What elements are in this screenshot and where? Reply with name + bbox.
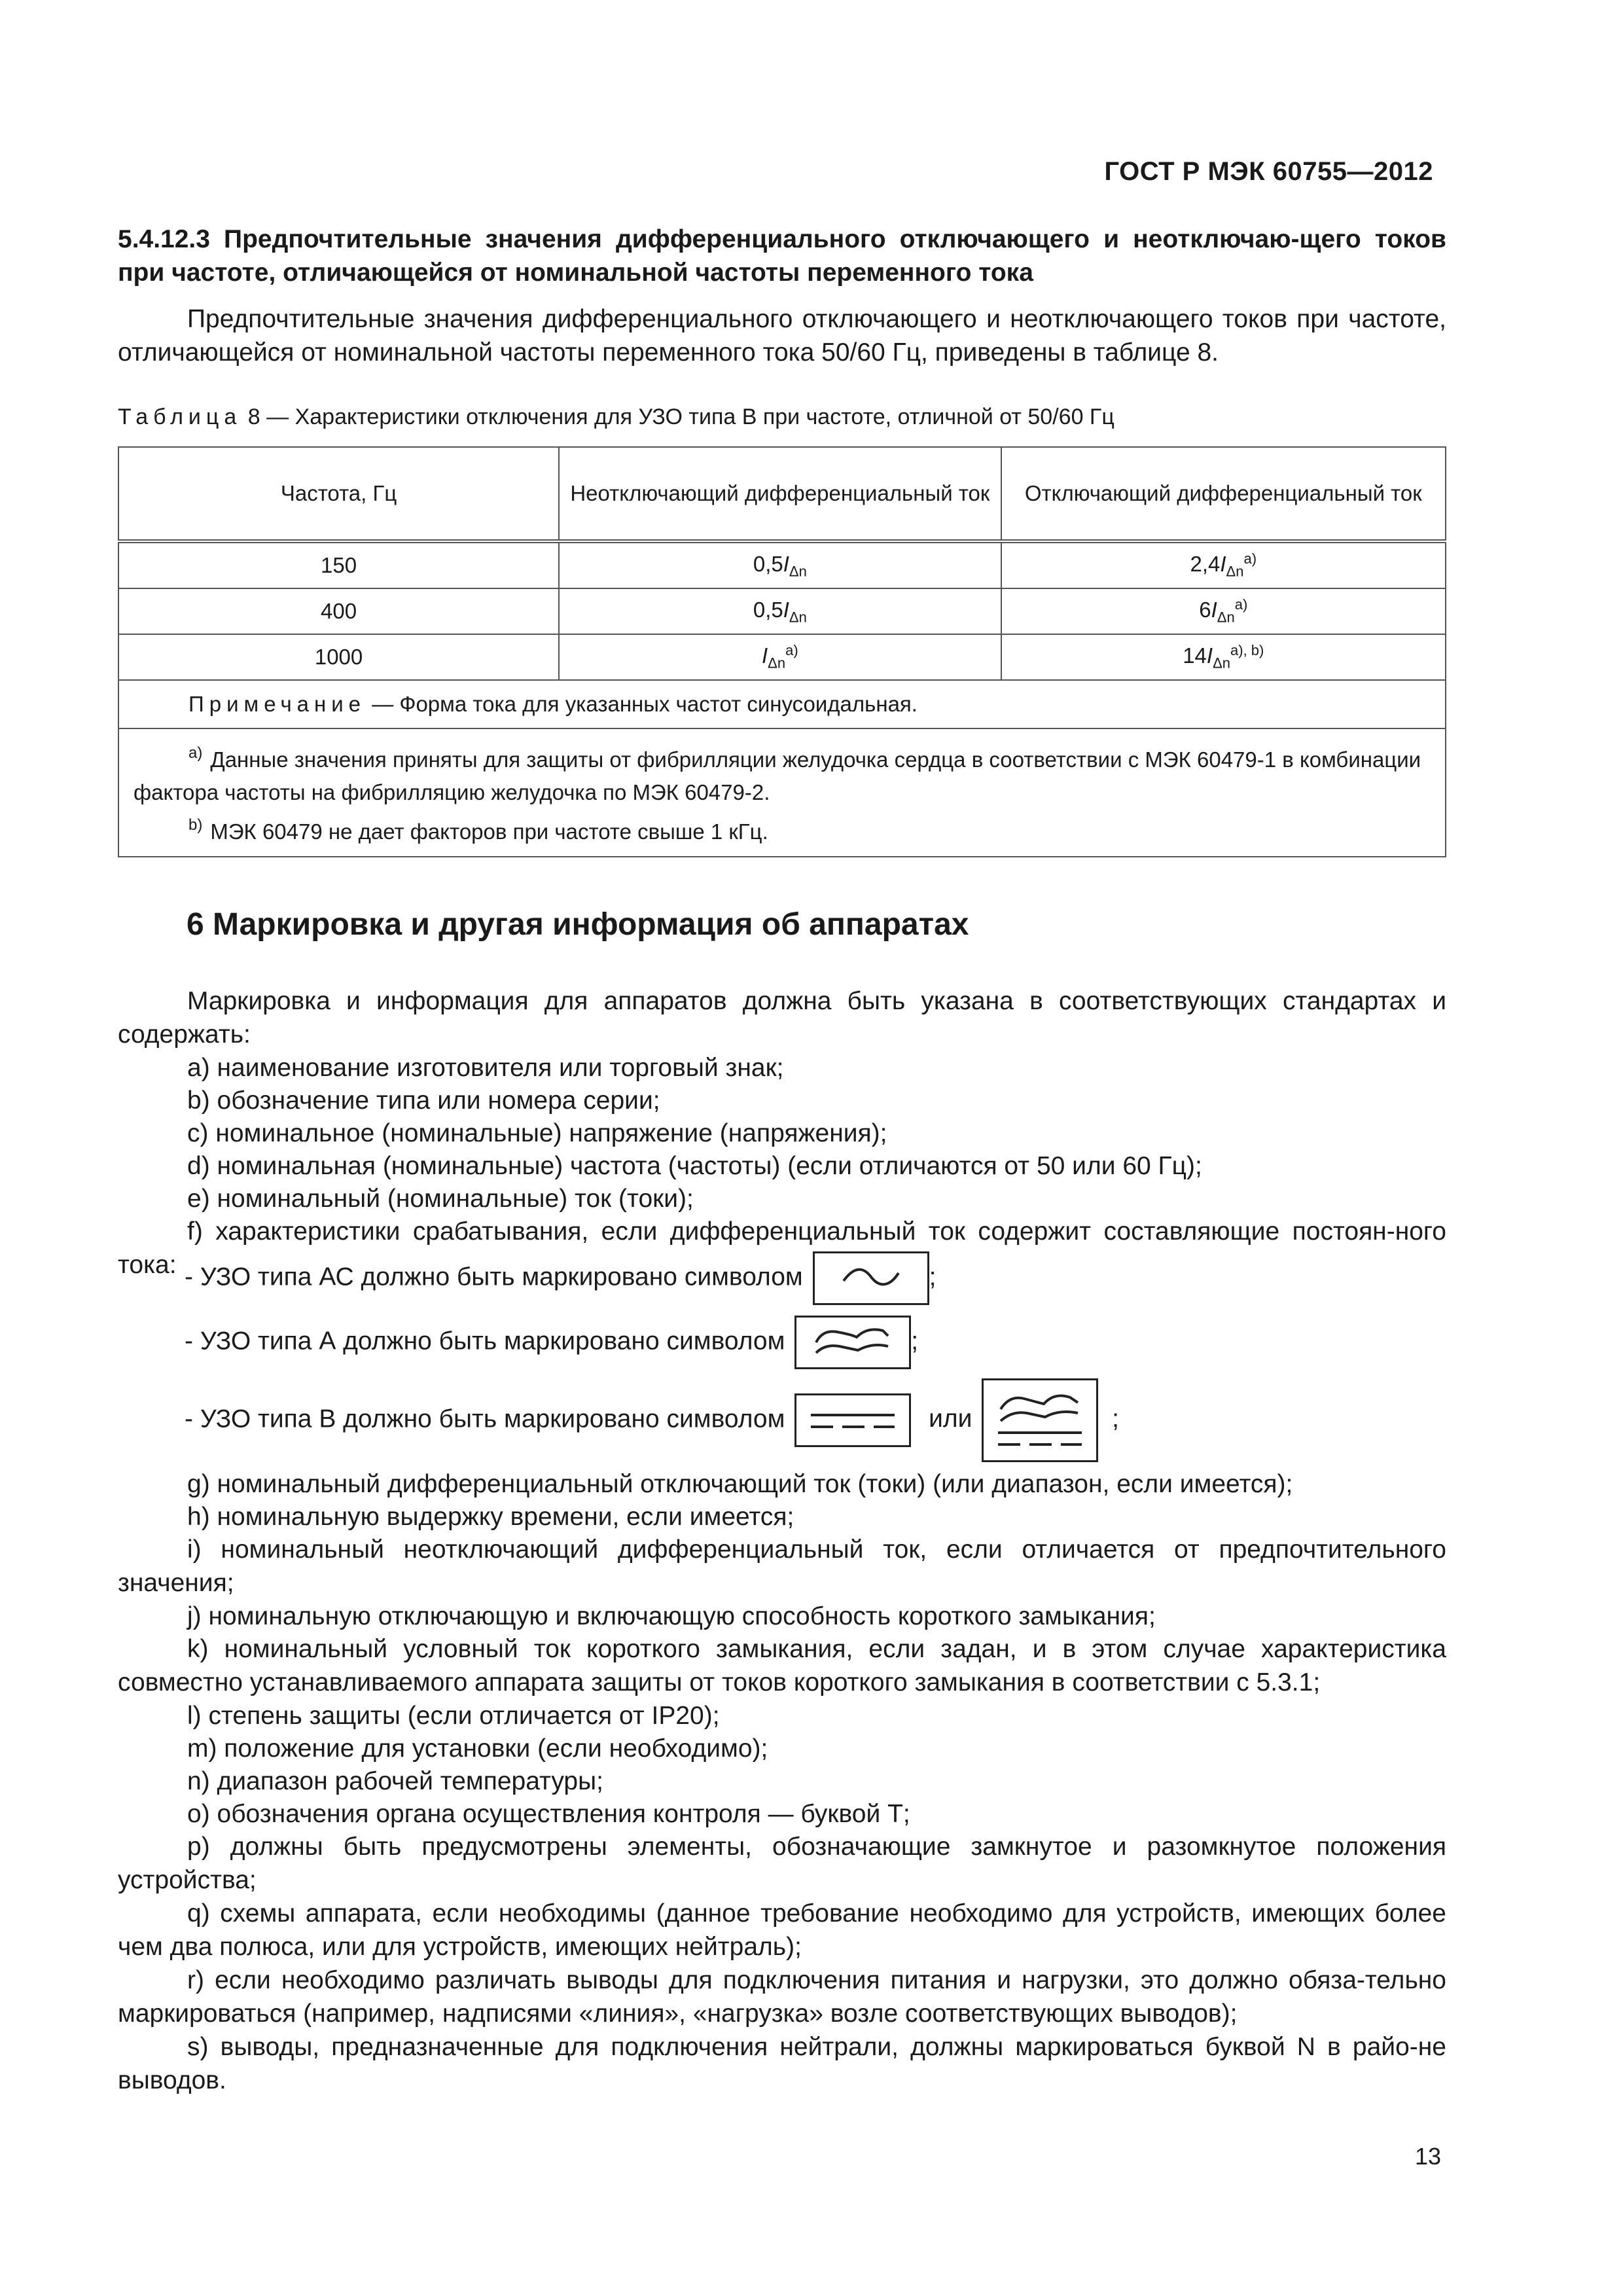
list-item-k: k) номинальный условный ток короткого замыкания, если задан, и в этом случае характеристика совместно устанавливаемого аппарата защиты от токов короткого замыкания в соответствии с 5.3.1; <box>118 1635 1446 1696</box>
list-item-c: c) номинальное (номинальные) напряжение (напряжения); <box>187 1119 887 1147</box>
rcd-b-line: - УЗО типа В должно быть маркировано символом или ; <box>185 1378 1428 1450</box>
list-item-b: b) обозначение типа или номера серии; <box>187 1086 660 1115</box>
table-cell-freq: 400 <box>118 588 559 634</box>
table-row <box>118 541 1446 588</box>
list-item-n: n) диапазон рабочей температуры; <box>187 1767 603 1795</box>
list-item-m: m) положение для установки (если необходимо); <box>187 1734 768 1763</box>
document-header: ГОСТ Р МЭК 60755—2012 <box>1104 157 1433 186</box>
list-item-l: l) степень защиты (если отличается от IP20); <box>187 1702 720 1730</box>
table-cell-freq: 1000 <box>118 634 559 680</box>
table-note-label: Примечание <box>188 692 366 716</box>
list-item-d: d) номинальная (номинальные) частота (частоты) (если отличаются от 50 или 60 Гц); <box>187 1152 1202 1180</box>
a-type-symbol-icon <box>794 1316 911 1369</box>
table-header-cell: Частота, Гц <box>118 447 559 541</box>
footnote-b-text: МЭК 60479 не дает факторов при частоте свыше 1 кГц. <box>210 819 768 844</box>
table-caption-label: Таблица <box>118 404 242 429</box>
table-cell-trip: $2,4I_{\Delta n}^{a)}$ <box>1001 541 1446 588</box>
table-cell-non-trip: $0,5I_{\Delta n}$ <box>559 588 1001 634</box>
or-word: или <box>929 1405 972 1433</box>
ac-symbol-icon <box>813 1251 929 1305</box>
list-item-o: o) обозначения органа осуществления контроля — буквой Т; <box>187 1800 910 1828</box>
table-header-cell: Отключающий дифференциальный ток <box>1001 447 1446 541</box>
section-heading-5-4-12-3: 5.4.12.3 Предпочтительные значения дифференциального отключающего и неотключаю-щего токов при частоте, отличающейся от номинальной частоты переменного тока <box>118 225 1446 287</box>
table-caption-text: 8 — Характеристики отключения для УЗО типа В при частоте, отличной от 50/60 Гц <box>247 404 1115 429</box>
rcd-ac-line: - УЗО типа АС должно быть маркировано символом ; <box>185 1251 1363 1304</box>
table-row <box>118 588 1446 634</box>
b-type-symbol-1-icon <box>794 1393 911 1447</box>
rcd-b-text: - УЗО типа В должно быть маркировано символом <box>185 1405 785 1433</box>
rcd-a-line: - УЗО типа А должно быть маркировано символом ; <box>185 1316 1363 1368</box>
list-item-r: r) если необходимо различать выводы для подключения питания и нагрузки, это должно обяза-тельно маркироваться (например, надписями «линия», «нагрузка» возле соответствующих выводов); <box>118 1966 1446 2028</box>
page-number: 13 <box>1414 2143 1441 2170</box>
table-footnotes-row <box>118 728 1446 857</box>
table-note-text: — Форма тока для указанных частот синусоидальная. <box>372 692 918 716</box>
list-item-e: e) номинальный (номинальные) ток (токи); <box>187 1185 694 1213</box>
list-item-i: i) номинальный неотключающий дифференциальный ток, если отличается от предпочтительного значения; <box>118 1535 1446 1597</box>
list-item-g: g) номинальный дифференциальный отключающий ток (токи) (или диапазон, если имеется); <box>187 1470 1293 1498</box>
table-cell-non-trip: $0,5I_{\Delta n}$ <box>559 541 1001 588</box>
list-item-p: p) должны быть предусмотрены элементы, обозначающие замкнутое и разомкнутое положения устройства; <box>118 1833 1446 1894</box>
list-item-f: f) характеристики срабатывания, если дифференциальный ток содержит составляющие постоян-ного тока: <box>118 1217 1446 1279</box>
section-text-5-4-12-3: Предпочтительные значения дифференциального отключающего и неотключающего токов при частоте, отличающейся от номинальной частоты переменного тока 50/60 Гц, приведены в таблице 8. <box>118 305 1446 367</box>
footnote-a <box>134 737 1431 809</box>
rcd-ac-text: - УЗО типа АС должно быть маркировано символом <box>185 1263 803 1291</box>
list-item-s: s) выводы, предназначенные для подключения нейтрали, должны маркироваться буквой N в райо-не выводов. <box>118 2033 1446 2094</box>
list-item-h: h) номинальную выдержку времени, если имеется; <box>187 1503 794 1531</box>
table-8 <box>118 446 1446 857</box>
footnote-a-text: Данные значения приняты для защиты от фибрилляции желудочка сердца в соответствии с МЭК 60479-1 в комбинации фактора частоты на фибрилляцию желудочка по МЭК 60479-2. <box>134 747 1421 804</box>
rcd-a-text: - УЗО типа А должно быть маркировано символом <box>185 1327 785 1355</box>
list-item-j: j) номинальную отключающую и включающую способность короткого замыкания; <box>187 1602 1156 1630</box>
footnote-a-mark: a) <box>188 744 203 762</box>
b-type-symbol-2-icon <box>982 1378 1098 1462</box>
table-caption <box>118 404 1115 430</box>
section-6-heading: 6 Маркировка и другая информация об аппаратах <box>187 907 969 942</box>
section-6-intro: Маркировка и информация для аппаратов должна быть указана в соответствующих стандартах и содержать: <box>118 987 1446 1049</box>
list-item-q: q) схемы аппарата, если необходимы (данное требование необходимо для устройств, имеющих более чем два полюса, или для устройств, имеющих нейтраль); <box>118 1899 1446 1961</box>
table-note <box>118 680 1446 728</box>
list-item-a: a) наименование изготовителя или торговый знак; <box>187 1054 784 1082</box>
table-note-row <box>118 680 1446 728</box>
table-cell-trip: $14I_{\Delta n}^{a), b)}$ <box>1001 634 1446 680</box>
footnote-b-mark: b) <box>188 816 203 834</box>
table-cell-non-trip: $I_{\Delta n}^{a)}$ <box>559 634 1001 680</box>
table-row <box>118 634 1446 680</box>
table-header-cell: Неотключающий дифференциальный ток <box>559 447 1001 541</box>
table-footnotes <box>118 728 1446 857</box>
table-cell-freq: 150 <box>118 541 559 588</box>
table-cell-trip: $6I_{\Delta n}^{a)}$ <box>1001 588 1446 634</box>
table-header-row <box>118 447 1446 541</box>
footnote-b <box>134 809 1431 848</box>
